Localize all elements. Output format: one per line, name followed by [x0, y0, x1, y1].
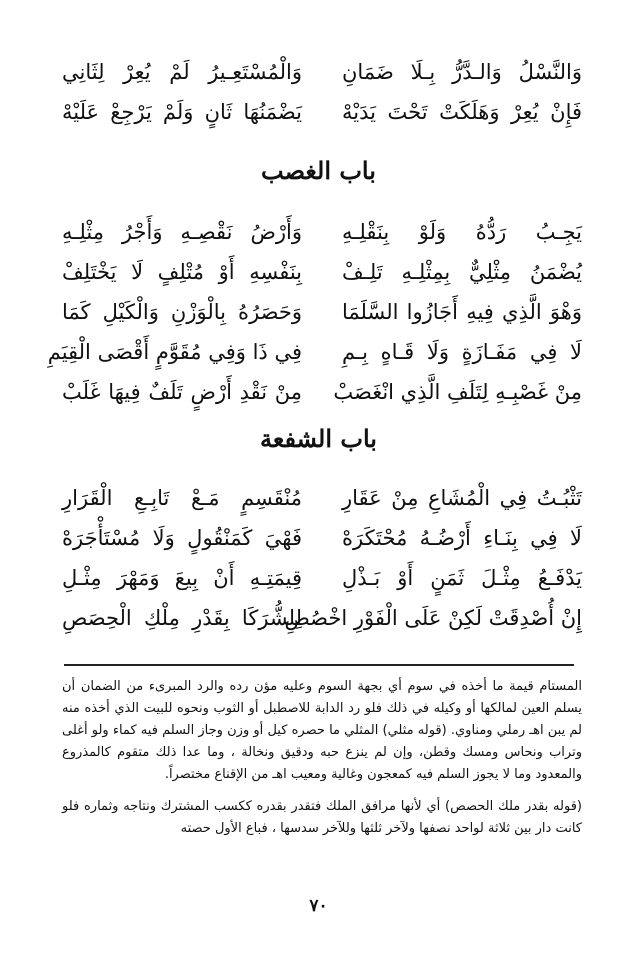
page-number: ٧٠ — [309, 896, 328, 916]
verse-first-hemistich: يُضْمَنُ مِثْلِيٌّ بِمِثْلِـهِ تَلِـفْ — [342, 260, 582, 284]
verse-second-hemistich: وَأَرْضُ نَقْصِـهِ وَأَجْرُ مِثْلِـهِ — [62, 220, 302, 244]
footnote-paragraph: المستام قيمة ما أخذه في سوم أي بجهة السوم وعليه مؤن رده والرد المبرىء من الضمان أن يسلم العين لمالكها أو وكيله في ذلك فلو رد الدابة للاصطبل أو الثوب ونحوه للبيت الذي أخذه منه لم يبن اهـ رملي ومناوي. (قوله مثلي) المثلي ما حصره كيل أو وزن وجاز السلم فيه كماء ولو أغلى وتراب ونحاس ومسك وقطن، وإن لم ينزع حبه ودقيق ونخالة ، وما عدا ذلك متقوم كالمذروع والمعدود وما لا يجوز السلم فيه كمعجون وغالية ومعيب اهـ من الإقناع مختصراً. — [62, 679, 582, 782]
verse-first-hemistich: لَا فِي مَفَـازَةٍ وَلَا قَـاهٍ بِـمِ — [342, 340, 582, 364]
verses-top — [62, 52, 582, 132]
verse-first-hemistich: تَثْبُـتُ فِي الْمُشَاعِ مِنْ عَقَارِ — [342, 486, 582, 510]
verse-second-hemistich: فَهْيَ كَمَنْقُولٍ وَلَا مُسْتَأْجَرَهْ — [62, 526, 302, 550]
verse-line — [62, 252, 582, 292]
verse-second-hemistich: مُنْقَسِمٍ مَـعْ تَابِـعِ الْقَرَارِ — [62, 486, 302, 510]
verse-line — [62, 212, 582, 252]
verse-second-hemistich: فِي ذَا وَفِي مُقَوَّمٍ أَقْصَى الْقِيَمِ — [47, 340, 302, 364]
verse-first-hemistich: يَجِـبُ رَدُّهُ وَلَوْ بِنَقْلِـهِ — [342, 220, 582, 244]
verse-line — [62, 478, 582, 518]
verse-first-hemistich: لَا فِي بِنَـاءِ أَرْضُـهُ مُحْتَكَرَهْ — [342, 526, 582, 550]
verse-line — [62, 372, 582, 412]
verse-line — [62, 558, 582, 598]
verse-second-hemistich: وَالْمُسْتَعِـيرُ لَمْ يُعِرْ لِثَانِي — [62, 60, 302, 84]
verse-first-hemistich: إِنْ أُصْدِقَتْ لَكِنْ عَلَى الْفَوْرِ اخْصُصِ — [284, 606, 582, 630]
verse-second-hemistich: مِنْ نَقْدِ أَرْضٍ تَلَفٌ فِيهَا غَلَبْ — [62, 380, 302, 404]
verse-first-hemistich: وَالنَّسْلُ وَالـدَّرُّ بِـلَا ضَمَانِ — [342, 60, 582, 84]
verse-first-hemistich: مِنْ غَصْبِـهِ لِتَلَفِ الَّذِي انْغَصَبْ — [333, 380, 582, 404]
footnote-paragraph: (قوله بقدر ملك الحصص) أي لأنها مرافق الملك فتقدر بقدره ككسب المشترك ونتاجه وثماره فلو كانت دار بين ثلاثة لواحد نصفها ولآخر ثلثها وللآخر سدسها ، فباع الأول حصته — [62, 799, 582, 836]
verse-first-hemistich: يَدْفَـعُ مِثْـلَ ثَمَنٍ أَوْ بَـذْلِ — [342, 566, 582, 590]
verse-second-hemistich: يَضْمَنُهَا ثَانٍ وَلَمْ يَرْجِعْ عَلَيْهْ — [62, 100, 302, 124]
verse-line — [62, 598, 582, 638]
verse-line — [62, 52, 582, 92]
verses-shufa — [62, 478, 582, 638]
verse-line — [62, 518, 582, 558]
verse-first-hemistich: وَهْوَ الَّذِي فِيهِ أَجَازُوا السَّلَمَا — [342, 300, 582, 324]
footnotes — [62, 676, 582, 848]
section-heading-ghasb: باب الغصب — [261, 156, 376, 185]
verse-second-hemistich: بِنَفْسِهِ أَوْ مُتْلِفٍ لَا يَخْتَلِفْ — [62, 260, 302, 284]
verse-line — [62, 292, 582, 332]
verse-first-hemistich: فَإِنْ يُعِرْ وَهَلَكَتْ تَحْتَ يَدَيْهْ — [342, 100, 582, 124]
verse-line — [47, 332, 582, 372]
section-heading-shufa: باب الشفعة — [260, 424, 377, 453]
verse-line — [62, 92, 582, 132]
verse-second-hemistich: لِلشُّرَكَا بِقَدْرِ مِلْكِ الْحِصَصِ — [62, 606, 302, 630]
verse-second-hemistich: وَحَصَرُهُ بِالْوَزْنِ وَالْكَيْلِ كَمَا — [62, 300, 302, 324]
footnote-divider — [64, 664, 574, 666]
verses-ghasb — [47, 212, 582, 412]
verse-second-hemistich: قِيمَتِـهِ أَنْ بِيعَ وَمَهْرَ مِثْـلِ — [62, 566, 302, 590]
